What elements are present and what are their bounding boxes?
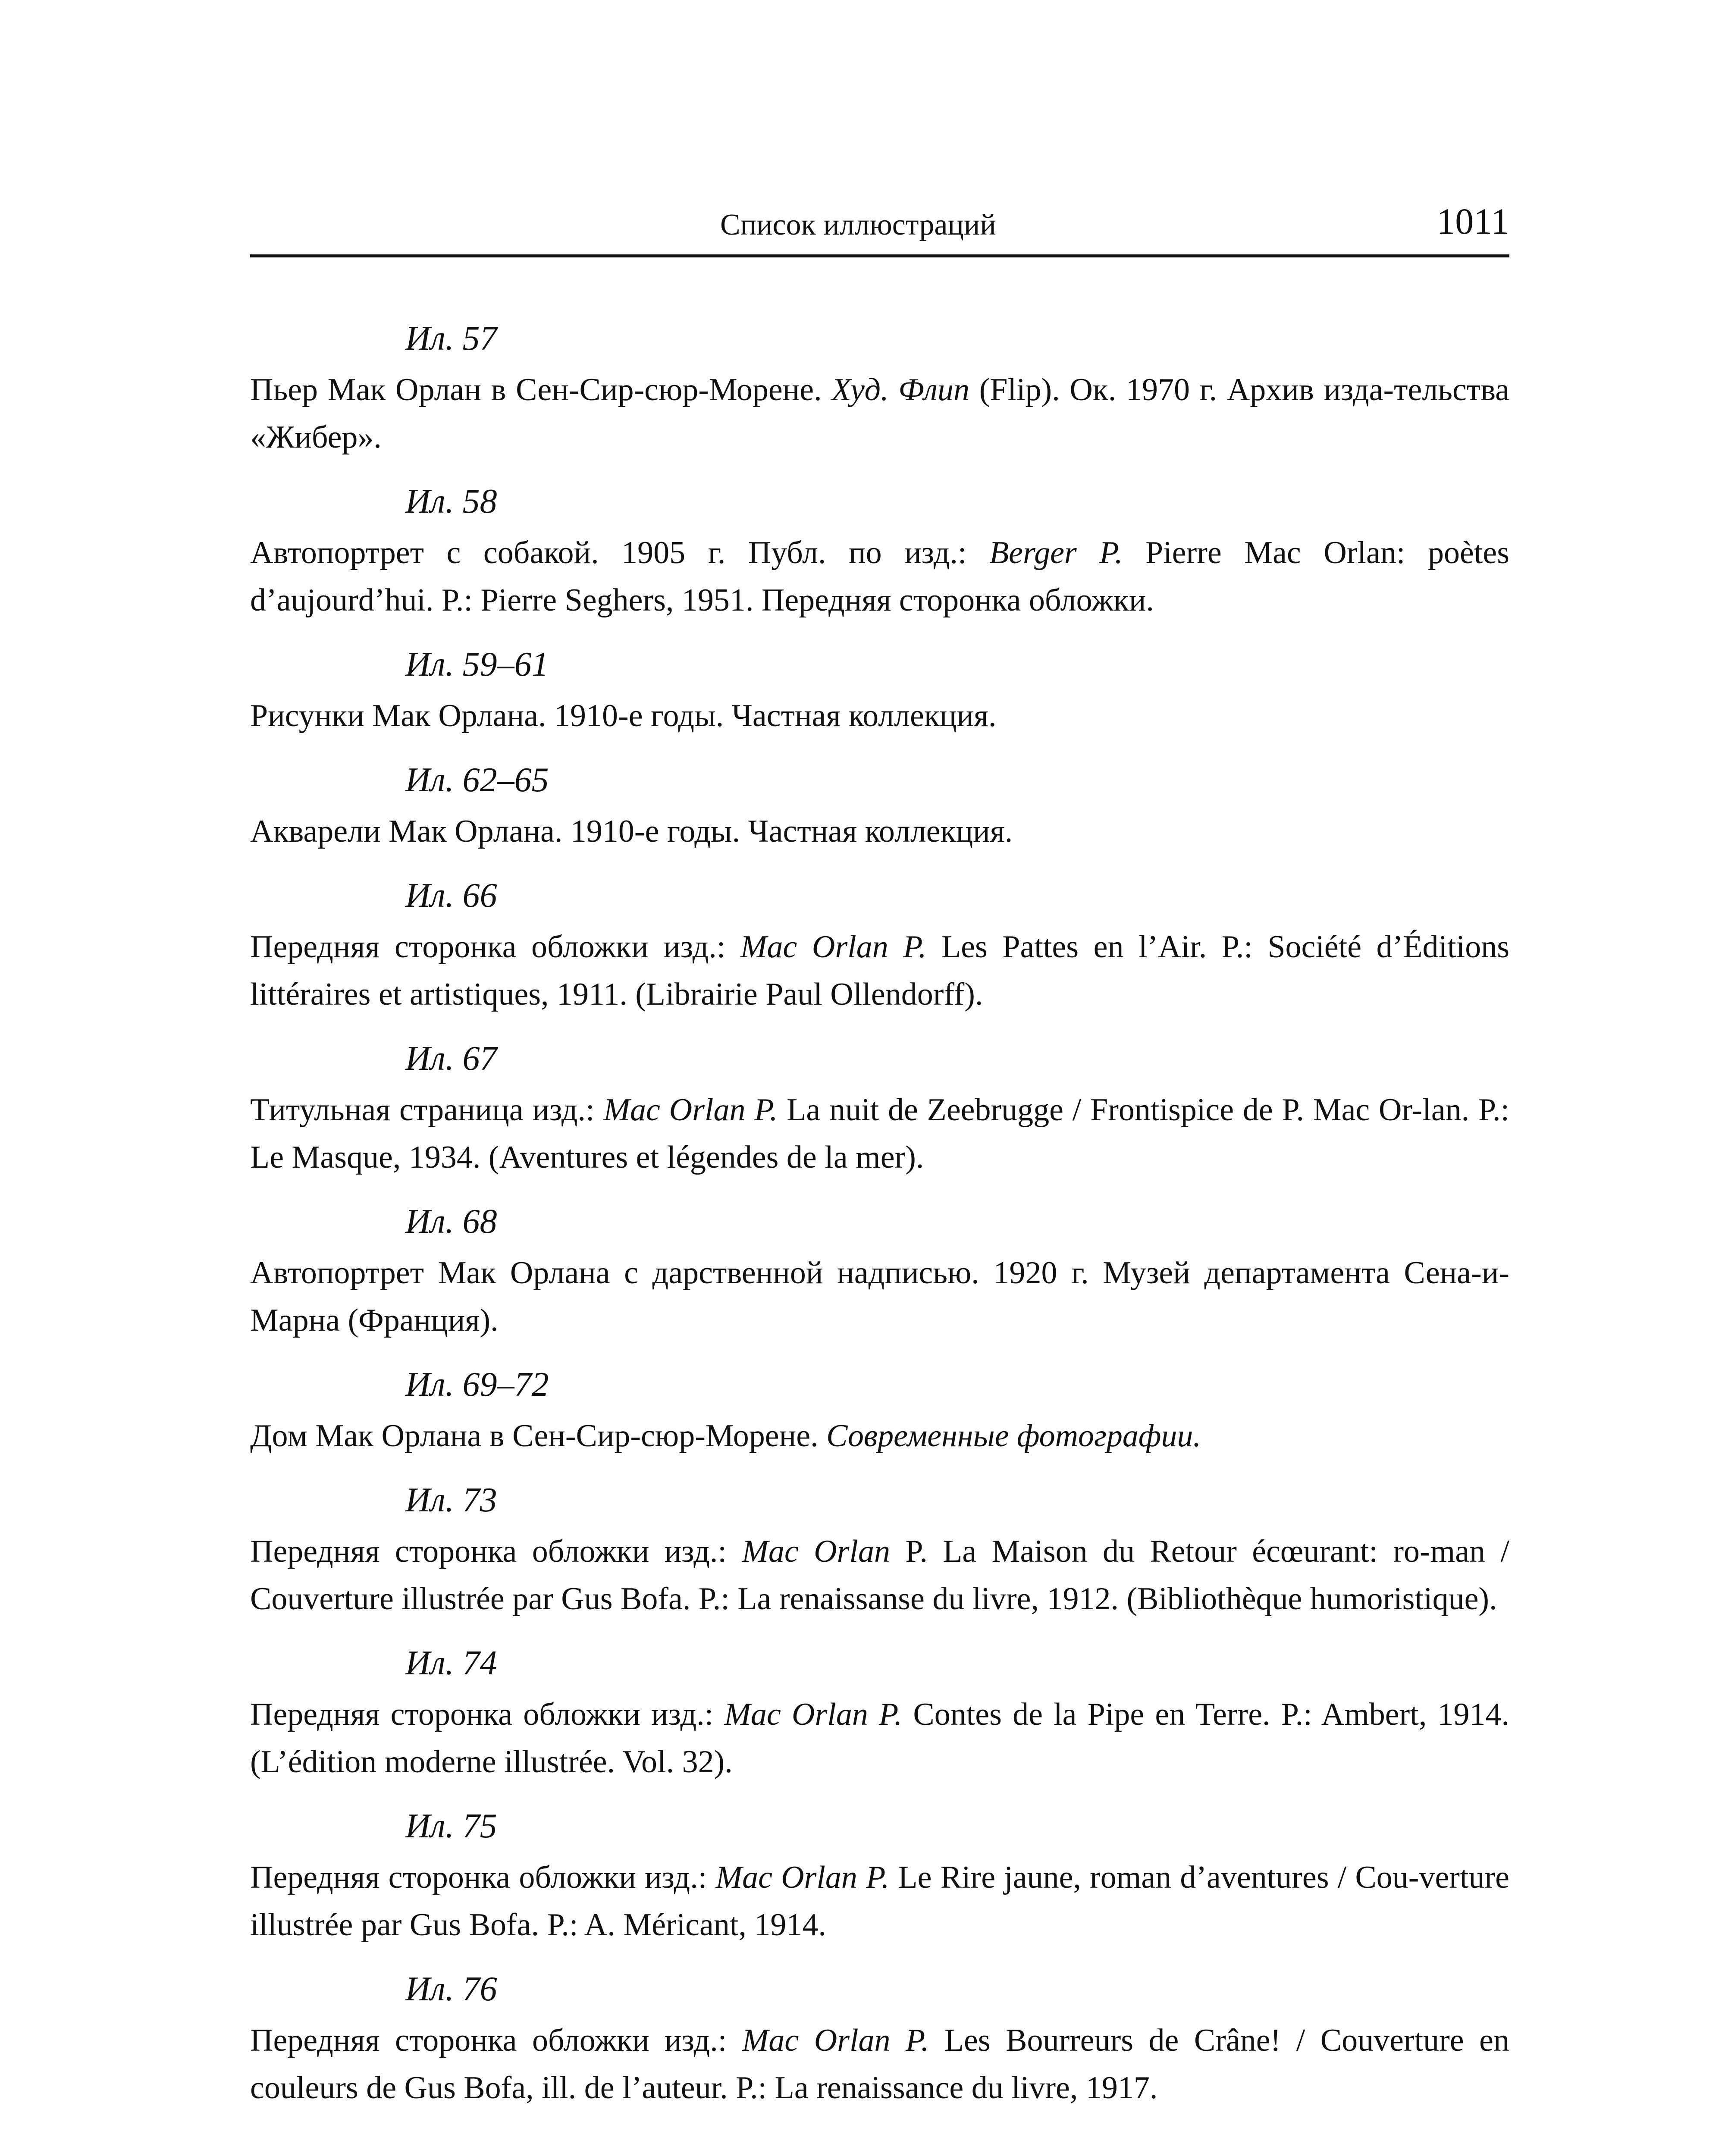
illustration-caption: [250, 2017, 1509, 2112]
illustration-label: Ил. 74: [405, 1644, 497, 1682]
illustration-caption: [250, 692, 1509, 740]
caption-text: Les Pattes en l’Air. P.: Société d’Éditions littéraires et artistiques, 1911. (Librairie Paul Ollendorff).: [250, 929, 1509, 1012]
caption-text: La nuit de Zeebrugge / Frontispice de P. Mac Or-lan. P.: Le Masque, 1934. (Aventures et légendes de la mer).: [250, 1092, 1509, 1175]
caption-text: Передняя сторонка обложки изд.:: [250, 1697, 724, 1732]
caption-text: Contes de la Pipe en Terre. P.: Ambert, 1914. (L’édition moderne illustrée. Vol. 32).: [250, 1697, 1510, 1780]
illustration-label: Ил. 59–61: [405, 646, 549, 683]
illustration-caption: [250, 1691, 1509, 1786]
illustration-caption: [250, 529, 1509, 624]
caption-italic-text: Mac Orlan P.: [742, 2023, 929, 2058]
illustration-entry: [250, 1642, 1509, 1786]
illustration-entry: [250, 1805, 1509, 1949]
illustration-label: Ил. 66: [405, 877, 497, 915]
illustration-label: Ил. 58: [405, 483, 497, 520]
caption-text: Передняя сторонка обложки изд.:: [250, 1534, 742, 1569]
illustration-entry: [250, 643, 1509, 740]
illustration-label: Ил. 75: [405, 1807, 497, 1845]
illustration-label: Ил. 76: [405, 1970, 497, 2008]
caption-text: Le Rire jaune, roman d’aventures / Cou-verture illustrée par Gus Bofa. P.: A. Méricant, 1914.: [250, 1860, 1509, 1943]
caption-text: (Flip). Ок. 1970 г. Архив изда-тельства «Жибер».: [250, 372, 1509, 455]
caption-italic-text: Mac Orlan P.: [603, 1092, 778, 1128]
illustration-entry: [250, 758, 1509, 855]
caption-italic-text: Современные фотографии.: [826, 1418, 1201, 1454]
illustration-label: Ил. 69–72: [405, 1366, 549, 1404]
illustration-caption: [250, 1086, 1509, 1181]
illustration-entry: [250, 480, 1509, 624]
caption-italic-text: Худ. Флип: [831, 372, 969, 407]
caption-text: Автопортрет с собакой. 1905 г. Публ. по изд.:: [250, 535, 989, 570]
caption-italic-text: Mac Orlan P.: [740, 929, 927, 965]
illustration-entry: [250, 1037, 1509, 1181]
caption-italic-text: Berger P.: [989, 535, 1123, 570]
page-number: 1011: [1436, 201, 1509, 242]
running-head: Список иллюстраций: [720, 208, 996, 241]
illustration-entry: [250, 317, 1509, 461]
illustration-caption: [250, 1854, 1509, 1949]
illustration-list: [250, 317, 1509, 2131]
caption-text: Акварели Мак Орлана. 1910-е годы. Частная коллекция.: [250, 814, 1013, 849]
caption-text: P. La Maison du Retour écœurant: ro-man / Couverture illustrée par Gus Bofa. P.: La renaissanse du livre, 1912. (Bibliothèque humoristique).: [250, 1534, 1510, 1617]
caption-text: Дом Мак Орлана в Сен-Сир-сюр-Морене.: [250, 1418, 827, 1454]
caption-italic-text: Mac Orlan P.: [724, 1697, 903, 1732]
illustration-label: Ил. 57: [405, 320, 497, 357]
illustration-entry: [250, 1968, 1509, 2112]
illustration-label: Ил. 68: [405, 1203, 497, 1241]
caption-text: Передняя сторонка обложки изд.:: [250, 2023, 742, 2058]
caption-text: Pierre Mac Orlan: poètes d’aujourd’hui. P.: Pierre Seghers, 1951. Передняя сторонка обложки.: [250, 535, 1510, 618]
illustration-label: Ил. 73: [405, 1481, 497, 1519]
illustration-caption: [250, 366, 1509, 461]
caption-text: Передняя сторонка обложки изд.:: [250, 929, 740, 965]
caption-italic-text: Mac Orlan: [742, 1534, 890, 1569]
illustration-label: Ил. 67: [405, 1040, 497, 1078]
illustration-caption: [250, 923, 1509, 1018]
caption-text: Титульная страница изд.:: [250, 1092, 604, 1128]
illustration-entry: [250, 1200, 1509, 1344]
illustration-caption: [250, 1249, 1509, 1344]
caption-italic-text: Mac Orlan P.: [715, 1860, 890, 1895]
caption-text: Les Bourreurs de Crâne! / Couverture en couleurs de Gus Bofa, ill. de l’auteur. P.: La renaissance du livre, 1917.: [250, 2023, 1510, 2106]
illustration-caption: [250, 1528, 1509, 1623]
illustration-entry: [250, 1479, 1509, 1623]
illustration-caption: [250, 808, 1509, 855]
page-header: [250, 196, 1509, 257]
illustration-caption: [250, 1412, 1509, 1460]
illustration-entry: [250, 1363, 1509, 1460]
caption-text: Пьер Мак Орлан в Сен-Сир-сюр-Морене.: [250, 372, 832, 407]
caption-text: Автопортрет Мак Орлана с дарственной надписью. 1920 г. Музей департамента Сена-и-Марна (Франция).: [250, 1255, 1509, 1338]
caption-text: Рисунки Мак Орлана. 1910-е годы. Частная коллекция.: [250, 698, 997, 733]
caption-text: Передняя сторонка обложки изд.:: [250, 1860, 716, 1895]
illustration-entry: [250, 874, 1509, 1018]
illustration-label: Ил. 62–65: [405, 761, 549, 799]
